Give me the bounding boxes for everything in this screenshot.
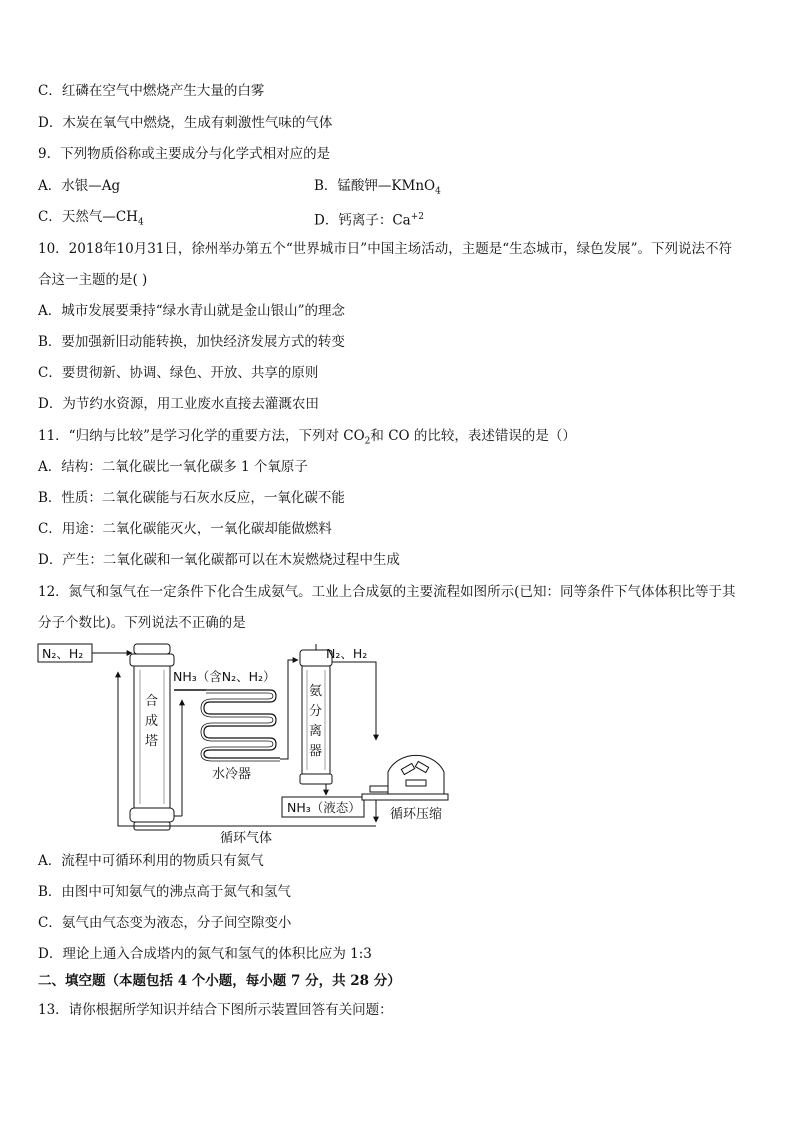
- q9-option-d-sup: +2: [410, 212, 424, 222]
- compressor: [362, 755, 448, 800]
- q11-option-d: D．产生：二氧化碳和一氧化碳都可以在木炭燃烧过程中生成: [38, 552, 400, 568]
- water-cooler: [201, 690, 280, 761]
- q9-option-c-text: C．天然气—CH: [38, 209, 138, 225]
- q11-stem-sub: 2: [364, 436, 371, 447]
- cooler-label: 水冷器: [212, 767, 252, 782]
- q13-stem: 13．请你根据所学知识并结合下图所示装置回答有关问题：: [38, 1002, 393, 1018]
- separator-top-gas-line: [332, 662, 376, 740]
- q9-stem: 9．下列物质俗称或主要成分与化学式相对应的是: [38, 146, 331, 162]
- liquid-ammonia-label: NH₃（液态）: [287, 800, 361, 815]
- q12-stem-line2: 分子个数比)。下列说法不正确的是: [38, 615, 246, 631]
- cooler-to-separator-arrow: [280, 660, 298, 759]
- q10-option-c: C．要贯彻新、协调、绿色、开放、共享的原则: [38, 365, 319, 381]
- section2-heading: 二、填空题（本题包括 4 个小题，每小题 7 分，共 28 分）: [38, 973, 401, 989]
- cycle-gas-label: 循环气体: [220, 831, 273, 846]
- q12-option-c: C．氨气由气态变为液态，分子间空隙变小: [38, 915, 292, 931]
- ammonia-separator: [300, 650, 332, 784]
- tower-label-3: 塔: [145, 734, 159, 749]
- q9-option-b-sub: 4: [435, 186, 441, 197]
- compressor-label: 循环压缩: [390, 807, 443, 822]
- ammonia-synthesis-diagram: [30, 640, 470, 850]
- q12-stem-line1: 12．氮气和氢气在一定条件下化合生成氨气。工业上合成氨的主要流程如图所示(已知：同等条件下气体体积比等于其: [38, 584, 736, 600]
- q9-option-a: A．水银—Ag: [38, 178, 121, 194]
- q9-option-d-text: D．钙离子：Ca: [314, 212, 411, 229]
- q12-option-d: D．理论上通入合成塔内的氮气和氢气的体积比应为 1:3: [38, 946, 372, 962]
- q10-option-b: B．要加强新旧动能转换，加快经济发展方式的转变: [38, 334, 345, 350]
- q10-stem-line2: 合这一主题的是( ): [38, 272, 148, 288]
- synthesis-tower: [130, 644, 174, 830]
- q9-option-c-sub: 4: [137, 217, 144, 228]
- q11-stem: [38, 427, 576, 451]
- q11-option-a: A．结构：二氧化碳比一氧化碳多 1 个氧原子: [38, 459, 308, 475]
- q11-stem-a: 11．“归纳与比较”是学习化学的重要方法，下列对 CO: [38, 428, 365, 444]
- tower-label-2: 成: [145, 714, 159, 729]
- separator-label-2: 分: [309, 704, 323, 719]
- separator-top-label: N₂、H₂: [326, 646, 368, 661]
- separator-label-3: 离: [309, 724, 323, 739]
- q9-option-d: [314, 208, 424, 230]
- separator-label-4: 器: [309, 744, 323, 759]
- q9-option-b-text: B．锰酸钾—KMnO: [314, 178, 436, 194]
- q11-option-b: B．性质：二氧化碳能与石灰水反应，一氧化碳不能: [38, 490, 345, 506]
- q10-option-a: A．城市发展要秉持“绿水青山就是金山银山”的理念: [38, 303, 346, 319]
- separator-label-1: 氨: [309, 684, 323, 699]
- q10-stem-line1: 10．2018年10月31日，徐州举办第五个“世界城市日”中国主场活动，主题是“生态城市，绿色发展”。下列说法不符: [38, 241, 732, 257]
- q9-option-b: [314, 177, 441, 201]
- q12-option-b: B．由图中可知氨气的沸点高于氮气和氢气: [38, 884, 291, 900]
- tower-label-1: 合: [145, 694, 159, 709]
- nh3-mix-label: NH₃（含N₂、H₂）: [173, 669, 276, 684]
- q11-stem-b: 和 CO 的比较，表述错误的是（）: [370, 428, 576, 444]
- q8-option-d: D．木炭在氧气中燃烧，生成有刺激性气味的气体: [38, 115, 333, 131]
- input-label: N₂、H₂: [42, 646, 84, 661]
- q8-option-c: C．红磷在空气中燃烧产生大量的白雾: [38, 83, 265, 99]
- q12-option-a: A．流程中可循环利用的物质只有氮气: [38, 853, 264, 869]
- q10-option-d: D．为节约水资源，用工业废水直接去灌溉农田: [38, 396, 319, 412]
- q9-option-c: [38, 208, 144, 232]
- q11-option-c: C．用途：二氧化碳能灭火，一氧化碳却能做燃料: [38, 521, 332, 537]
